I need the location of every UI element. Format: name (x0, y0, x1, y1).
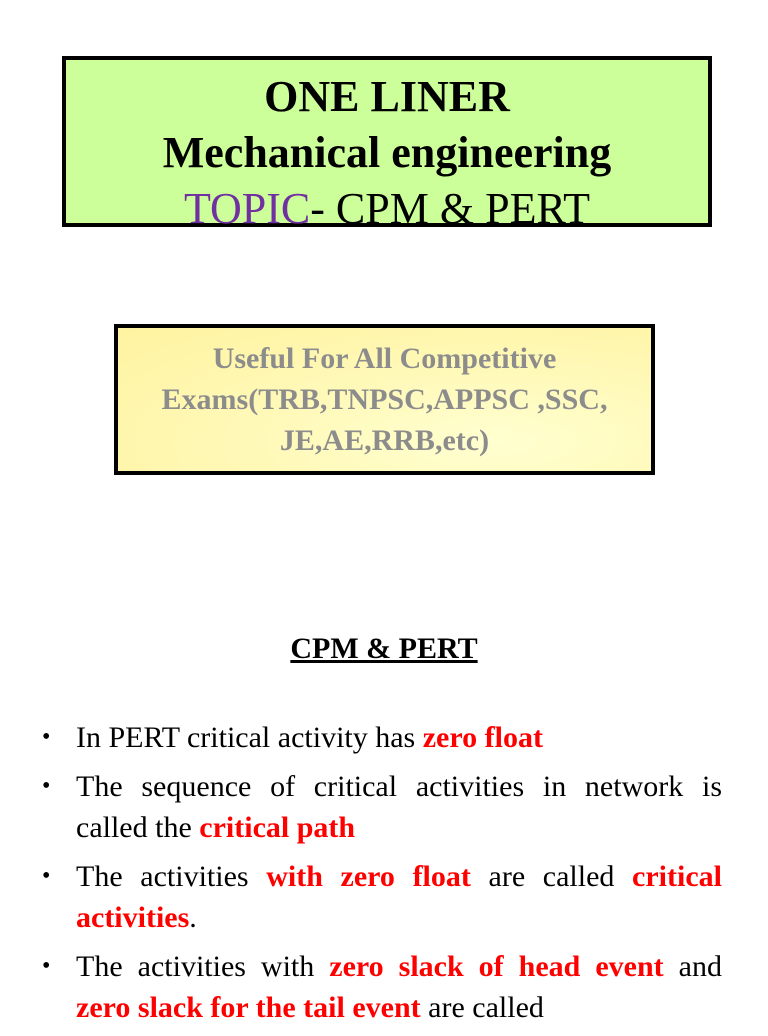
title-topic (66, 184, 708, 234)
exam-info-line-1: Useful For All Competitive (212, 342, 557, 375)
bullet-icon: • (42, 773, 51, 799)
bullet-item-2 (42, 766, 722, 848)
topic-name: - CPM & PERT (310, 184, 591, 233)
highlight-term: zero float (422, 721, 543, 754)
bullet-icon: • (42, 724, 51, 750)
title-box (62, 56, 712, 233)
bullet-text: In PERT critical activity has (76, 721, 423, 754)
bullet-list (42, 717, 722, 1036)
bullet-icon: • (42, 953, 51, 979)
topic-label: TOPIC (183, 184, 311, 233)
exam-info-box (114, 324, 655, 475)
exam-info-text (118, 338, 651, 461)
section-heading: CPM & PERT (290, 632, 478, 665)
title-subject: Mechanical engineering (162, 128, 612, 177)
bullet-text: The activities with (76, 950, 330, 983)
bullet-icon: • (42, 863, 51, 889)
highlight-term: with zero float (266, 860, 471, 893)
exam-info-line-3: JE,AE,RRB,etc) (279, 424, 490, 457)
highlight-term: zero slack for the tail event (76, 991, 421, 1024)
bullet-text: are called (470, 860, 633, 893)
highlight-term: critical activities (76, 860, 722, 934)
bullet-text: are called (420, 991, 544, 1024)
bullet-text: and (663, 950, 722, 983)
bullet-item-3 (42, 856, 722, 938)
highlight-term: critical path (199, 811, 356, 844)
bullet-text: The sequence of critical activities in network is called the (76, 770, 722, 844)
highlight-term: zero slack of head event (329, 950, 664, 983)
bullet-text: . (189, 901, 197, 934)
bullet-item-4 (42, 946, 722, 1028)
bullet-item-1 (42, 717, 722, 758)
exam-info-line-2: Exams(TRB,TNPSC,APPSC ,SSC, (161, 383, 608, 416)
title-one-liner: ONE LINER (264, 72, 510, 121)
bullet-text: The activities (76, 860, 267, 893)
